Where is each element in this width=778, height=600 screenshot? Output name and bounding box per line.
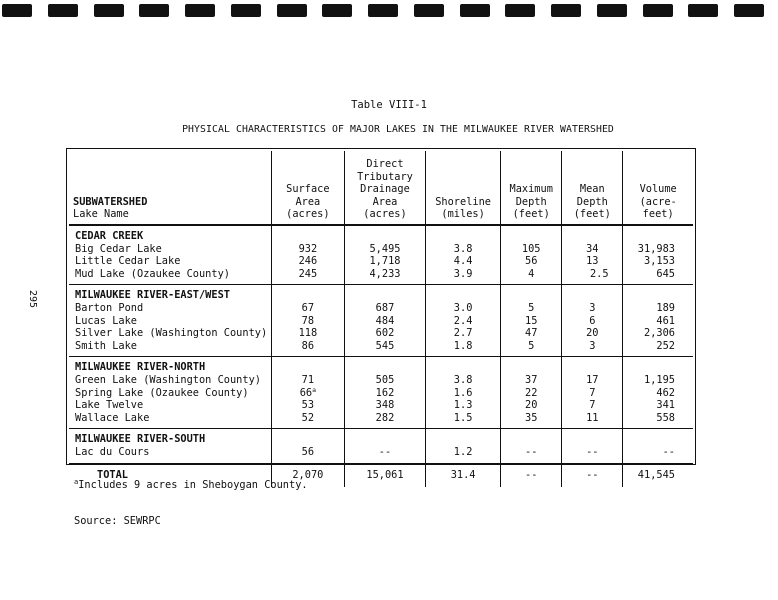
volume-cell [623, 429, 693, 464]
lake-name: Smith Lake [75, 339, 137, 352]
max-depth-cell [501, 225, 562, 285]
mean-depth-value: 11 [586, 411, 599, 424]
group-name: CEDAR CREEK [75, 230, 144, 242]
footnote [74, 478, 308, 491]
max-depth-value: 20 [525, 399, 538, 412]
volume-value: 558 [656, 411, 675, 424]
header-subwatershed [69, 151, 271, 225]
surface-area-value: 67 [301, 301, 315, 314]
lake-name: Lucas Lake [75, 314, 137, 327]
shoreline-cell [426, 285, 501, 357]
header-surface-area [271, 151, 344, 225]
group-cedar-creek [69, 225, 693, 285]
total-shoreline: 31.4 [426, 464, 501, 487]
perforation-hole [185, 4, 215, 17]
volume-cell [623, 285, 693, 357]
mean-depth-cell [562, 285, 623, 357]
header-line: (acres) [286, 208, 330, 221]
shoreline-value: 1.3 [453, 399, 473, 412]
shoreline-value: 2.4 [453, 314, 473, 327]
drainage-area-cell [344, 225, 425, 285]
drainage-area-value: 162 [375, 386, 395, 399]
surface-area-value: 71 [301, 373, 315, 386]
mean-depth-value: 6 [589, 314, 596, 327]
lake-name: Wallace Lake [75, 411, 150, 424]
drainage-area-value: 687 [375, 301, 395, 314]
table-title: PHYSICAL CHARACTERISTICS OF MAJOR LAKES IN THE MILWAUKEE RIVER WATERSHED [182, 124, 614, 135]
page-number: 295 [27, 290, 38, 309]
surface-area-cell [271, 225, 344, 285]
perforation-hole [688, 4, 718, 17]
total-drainage-area: 15,061 [344, 464, 425, 487]
shoreline-value: 1.2 [453, 445, 473, 458]
lake-name: Big Cedar Lake [75, 242, 162, 255]
max-depth-value: 47 [525, 327, 538, 340]
shoreline-cell [426, 225, 501, 285]
mean-depth-cell [562, 357, 623, 429]
surface-area-value: 118 [298, 327, 318, 340]
drainage-area-value: 282 [375, 411, 395, 424]
perforation-hole [551, 4, 581, 17]
header-line: Volume [639, 183, 677, 196]
header-line: (acre- [639, 195, 677, 208]
drainage-area-cell [344, 285, 425, 357]
perforation-hole [460, 4, 490, 17]
surface-area-value: 245 [298, 267, 318, 280]
volume-value: 462 [656, 386, 675, 399]
shoreline-value: 1.8 [453, 339, 473, 352]
perforation-hole [2, 4, 32, 17]
drainage-area-cell [344, 357, 425, 429]
shoreline-value: 3.8 [453, 242, 473, 255]
max-depth-cell [501, 429, 562, 464]
header-line: Tributary [357, 170, 413, 183]
surface-area-value-with-note [276, 387, 340, 400]
shoreline-value: 3.9 [453, 267, 473, 280]
volume-value: 461 [656, 314, 675, 327]
surface-area-cell [271, 357, 344, 429]
max-depth-cell [501, 285, 562, 357]
total-volume: 41,545 [623, 464, 693, 487]
shoreline-value: 1.5 [453, 411, 473, 424]
drainage-area-value: 4,233 [369, 267, 401, 280]
lake-name: Little Cedar Lake [75, 255, 181, 268]
mean-depth-value: 20 [586, 327, 599, 340]
header-line: Depth [576, 195, 608, 208]
mean-depth-value: 34 [586, 242, 599, 255]
mean-depth-value: 7 [589, 386, 596, 399]
group-milwaukee-river-east-west [69, 285, 693, 357]
max-depth-value: 15 [525, 314, 538, 327]
shoreline-value: 3.0 [453, 301, 473, 314]
shoreline-cell [426, 429, 501, 464]
drainage-area-value: 1,718 [369, 255, 401, 268]
header-lake-name-label: Lake Name [73, 208, 129, 221]
shoreline-value: 2.7 [453, 327, 473, 340]
max-depth-value: 56 [525, 255, 538, 268]
max-depth-value: 105 [521, 242, 541, 255]
header-max-depth [501, 151, 562, 225]
lake-name: Mud Lake (Ozaukee County) [75, 267, 230, 280]
lake-name: Lake Twelve [75, 399, 144, 412]
drainage-area-value: -- [378, 445, 392, 458]
lake-name: Barton Pond [75, 301, 144, 314]
group-name: MILWAUKEE RIVER-SOUTH [75, 433, 206, 446]
header-line: Shoreline [435, 195, 491, 208]
surface-area-value: 932 [298, 242, 318, 255]
total-label: TOTAL [69, 464, 271, 487]
surface-area-cell [271, 429, 344, 464]
volume-value: 252 [656, 339, 675, 352]
header-line: Surface [286, 183, 330, 196]
header-volume [623, 151, 693, 225]
perforation-hole [322, 4, 352, 17]
perforation-hole [643, 4, 673, 17]
footnote-text: Includes 9 acres in Sheboygan County. [78, 479, 308, 491]
max-depth-value: 37 [525, 373, 538, 386]
surface-area-cell [271, 285, 344, 357]
header-line: Maximum [509, 183, 553, 196]
perforation-hole [48, 4, 78, 17]
shoreline-cell [426, 357, 501, 429]
shoreline-value: 3.8 [453, 373, 473, 386]
total-max-depth: -- [501, 464, 562, 487]
table-number: Table VIII-1 [351, 99, 427, 111]
perforation-hole [734, 4, 764, 17]
table-row [69, 357, 693, 429]
volume-value: 31,983 [637, 242, 675, 255]
volume-value: 3,153 [644, 255, 675, 268]
mean-depth-value: 7 [589, 399, 596, 412]
lakes-table [69, 151, 693, 487]
mean-depth-value: 13 [586, 255, 599, 268]
perforation-hole [277, 4, 307, 17]
volume-value: 2,306 [644, 327, 675, 340]
lake-name: Lac du Cours [75, 445, 150, 458]
lake-name: Silver Lake (Washington County) [75, 327, 268, 340]
footnote-marker: a [74, 478, 79, 486]
header-line: Depth [515, 195, 547, 208]
header-shoreline [426, 151, 501, 225]
max-depth-value: 4 [528, 267, 535, 280]
max-depth-value: 22 [525, 386, 538, 399]
lake-name: Spring Lake (Ozaukee County) [75, 386, 249, 399]
table-row [69, 285, 693, 357]
max-depth-value: -- [525, 445, 538, 458]
mean-depth-value: 17 [586, 373, 599, 386]
drainage-area-cell [344, 429, 425, 464]
lake-names-cell [69, 429, 271, 464]
header-line: (feet) [573, 208, 611, 221]
drainage-area-value: 484 [375, 314, 395, 327]
perforation-hole [597, 4, 627, 17]
mean-depth-cell [562, 225, 623, 285]
header-line: Drainage [360, 183, 410, 196]
perforation-hole [139, 4, 169, 17]
lake-name: Green Lake (Washington County) [75, 373, 261, 386]
header-subwatershed-label: SUBWATERSHED [73, 195, 148, 208]
group-name: MILWAUKEE RIVER-EAST/WEST [75, 289, 230, 302]
surface-area-value: 56 [301, 445, 315, 458]
lake-names-cell [69, 285, 271, 357]
surface-area-value: 53 [301, 399, 315, 412]
header-line: Mean [579, 183, 605, 196]
header-line: (feet) [512, 208, 550, 221]
perforation-hole [505, 4, 535, 17]
perforation-strip [0, 4, 778, 18]
mean-depth-cell [562, 429, 623, 464]
mean-depth-value: 3 [589, 301, 596, 314]
surface-area-value: 78 [301, 314, 315, 327]
total-mean-depth: -- [562, 464, 623, 487]
header-mean-depth [562, 151, 623, 225]
header-drainage-area [344, 151, 425, 225]
surface-area-value: 52 [301, 411, 315, 424]
drainage-area-value: 5,495 [369, 242, 401, 255]
footnote-marker: a [312, 385, 317, 394]
mean-depth-value: -- [586, 445, 599, 458]
drainage-area-value: 545 [375, 339, 395, 352]
volume-value: -- [662, 445, 675, 458]
source-note: Source: SEWRPC [74, 515, 161, 527]
drainage-area-value: 505 [375, 373, 395, 386]
shoreline-value: 1.6 [453, 386, 473, 399]
group-name: MILWAUKEE RIVER-NORTH [75, 361, 206, 374]
group-milwaukee-river-south [69, 429, 693, 464]
perforation-hole [94, 4, 124, 17]
surface-area-value: 66 [299, 386, 313, 399]
header-line: (acres) [363, 208, 407, 221]
shoreline-value: 4.4 [453, 255, 473, 268]
perforation-hole [231, 4, 261, 17]
volume-cell [623, 357, 693, 429]
header-line: feet) [642, 208, 674, 221]
volume-cell [623, 225, 693, 285]
total-surface-area: 2,070 [271, 464, 344, 487]
lake-names-cell [69, 357, 271, 429]
header-line: Area [372, 195, 398, 208]
drainage-area-value: 348 [375, 399, 395, 412]
max-depth-value: 5 [528, 339, 535, 352]
volume-value: 189 [656, 301, 675, 314]
volume-value: 341 [656, 399, 675, 412]
volume-value: 1,195 [644, 373, 675, 386]
max-depth-value: 35 [525, 411, 538, 424]
volume-value: 645 [656, 267, 675, 280]
table-row [69, 225, 693, 285]
header-line: Direct [366, 158, 404, 171]
perforation-hole [368, 4, 398, 17]
max-depth-value: 5 [528, 301, 535, 314]
header-line: Area [295, 195, 321, 208]
mean-depth-value: 2.5 [589, 267, 609, 280]
header-line: (miles) [441, 208, 485, 221]
table-row [69, 429, 693, 464]
lake-names-cell [69, 225, 271, 285]
perforation-hole [414, 4, 444, 17]
max-depth-cell [501, 357, 562, 429]
header-row [69, 151, 693, 225]
group-milwaukee-river-north [69, 357, 693, 429]
drainage-area-value: 602 [375, 327, 395, 340]
surface-area-value: 86 [301, 339, 315, 352]
mean-depth-value: 3 [589, 339, 596, 352]
lakes-table-frame [66, 148, 696, 481]
surface-area-value: 246 [298, 255, 318, 268]
